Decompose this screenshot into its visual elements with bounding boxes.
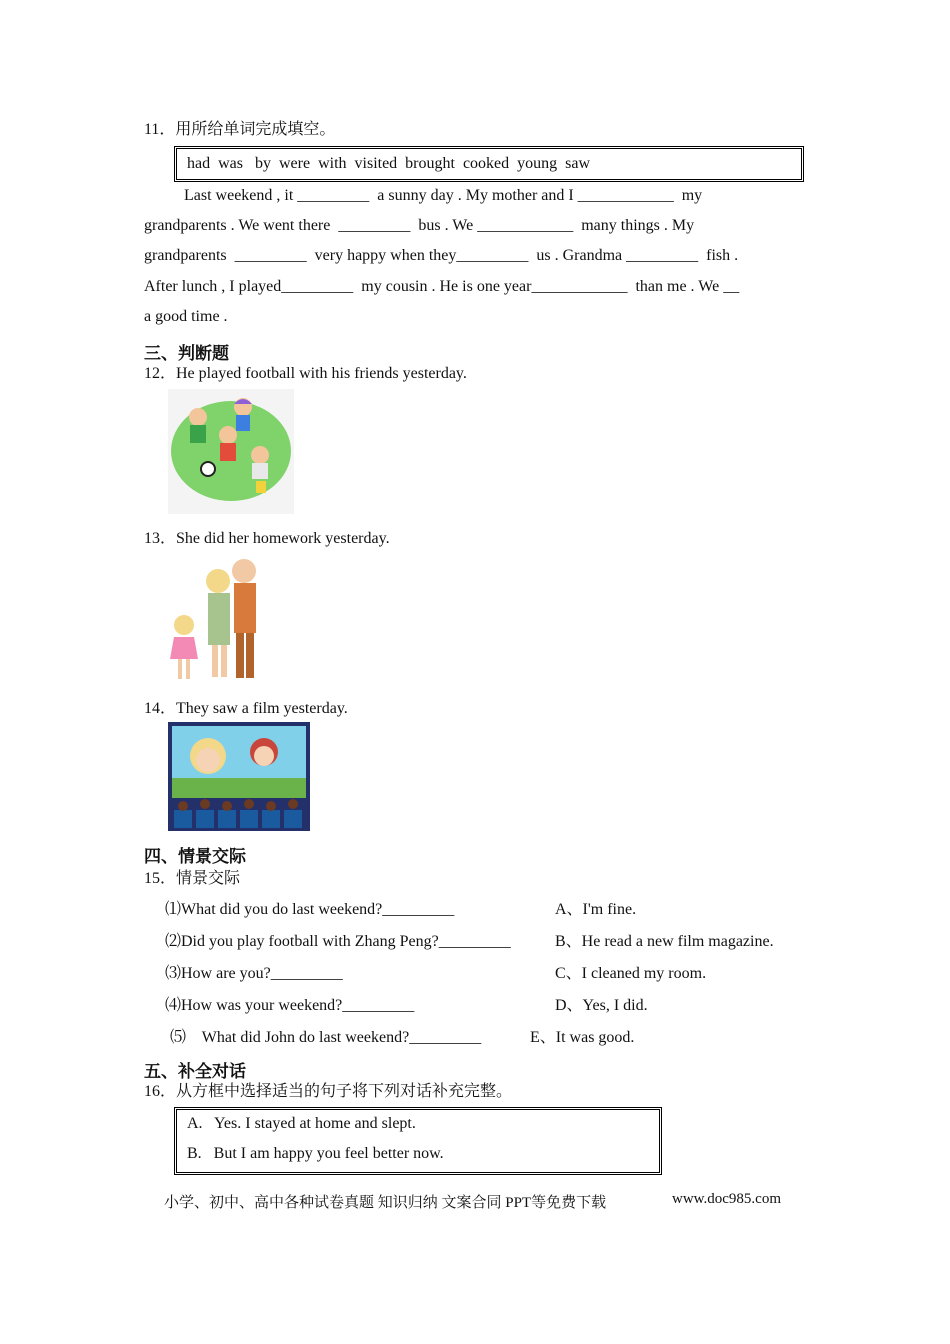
q15-question-1: ⑴What did you do last weekend?_________ — [165, 901, 455, 918]
word-bank: had was by were with visited brought cooked young saw — [187, 155, 591, 172]
q15-question-3: ⑶How are you?_________ — [165, 965, 343, 982]
q15-answer-c: C、I cleaned my room. — [555, 965, 707, 982]
section-5-heading: 五、补全对话 — [144, 1062, 246, 1082]
q11-title: 11．用所给单词完成填空。 — [144, 121, 336, 138]
cinema-image — [168, 722, 310, 831]
options-box — [174, 1107, 662, 1175]
q11-line-5: a good time . — [144, 308, 228, 325]
q11-line-3: grandparents _________ very happy when they_________ us . Grandma _________ fish . — [144, 247, 739, 264]
option-b: B. But I am happy you feel better now. — [187, 1145, 444, 1162]
q14-text: 14．They saw a film yesterday. — [144, 700, 348, 717]
section-3-heading: 三、判断题 — [144, 344, 229, 364]
q12-text: 12．He played football with his friends yesterday. — [144, 365, 467, 382]
footer-text: 小学、初中、高中各种试卷真题 知识归纳 文案合同 PPT等免费下载 — [164, 1195, 607, 1211]
footer-url[interactable]: www.doc985.com — [672, 1191, 782, 1207]
option-a: A. Yes. I stayed at home and slept. — [187, 1115, 416, 1132]
q11-line-4: After lunch , I played_________ my cousin . He is one year____________ than me . We __ — [144, 278, 740, 295]
q15-answer-a: A、I'm fine. — [555, 901, 637, 918]
word-bank-box — [174, 146, 804, 182]
section-4-heading: 四、情景交际 — [144, 847, 246, 867]
q11-line-1: Last weekend , it _________ a sunny day . My mother and I ____________ my — [184, 187, 703, 204]
q15-answer-b: B、He read a new film magazine. — [555, 933, 774, 950]
football-kids-image — [168, 389, 294, 514]
q15-question-5: ⑸ What did John do last weekend?_________ — [170, 1029, 482, 1046]
q13-text: 13．She did her homework yesterday. — [144, 530, 390, 547]
q11-line-2: grandparents . We went there _________ bus . We ____________ many things . My — [144, 217, 695, 234]
q15-text: 15．情景交际 — [144, 870, 241, 887]
q15-question-4: ⑷How was your weekend?_________ — [165, 997, 415, 1014]
family-greeting-image — [166, 553, 272, 685]
q15-question-2: ⑵Did you play football with Zhang Peng?_________ — [165, 933, 511, 950]
q15-answer-e: E、It was good. — [530, 1029, 635, 1046]
q15-answer-d: D、Yes, I did. — [555, 997, 648, 1014]
q16-text: 16．从方框中选择适当的句子将下列对话补充完整。 — [144, 1083, 513, 1100]
